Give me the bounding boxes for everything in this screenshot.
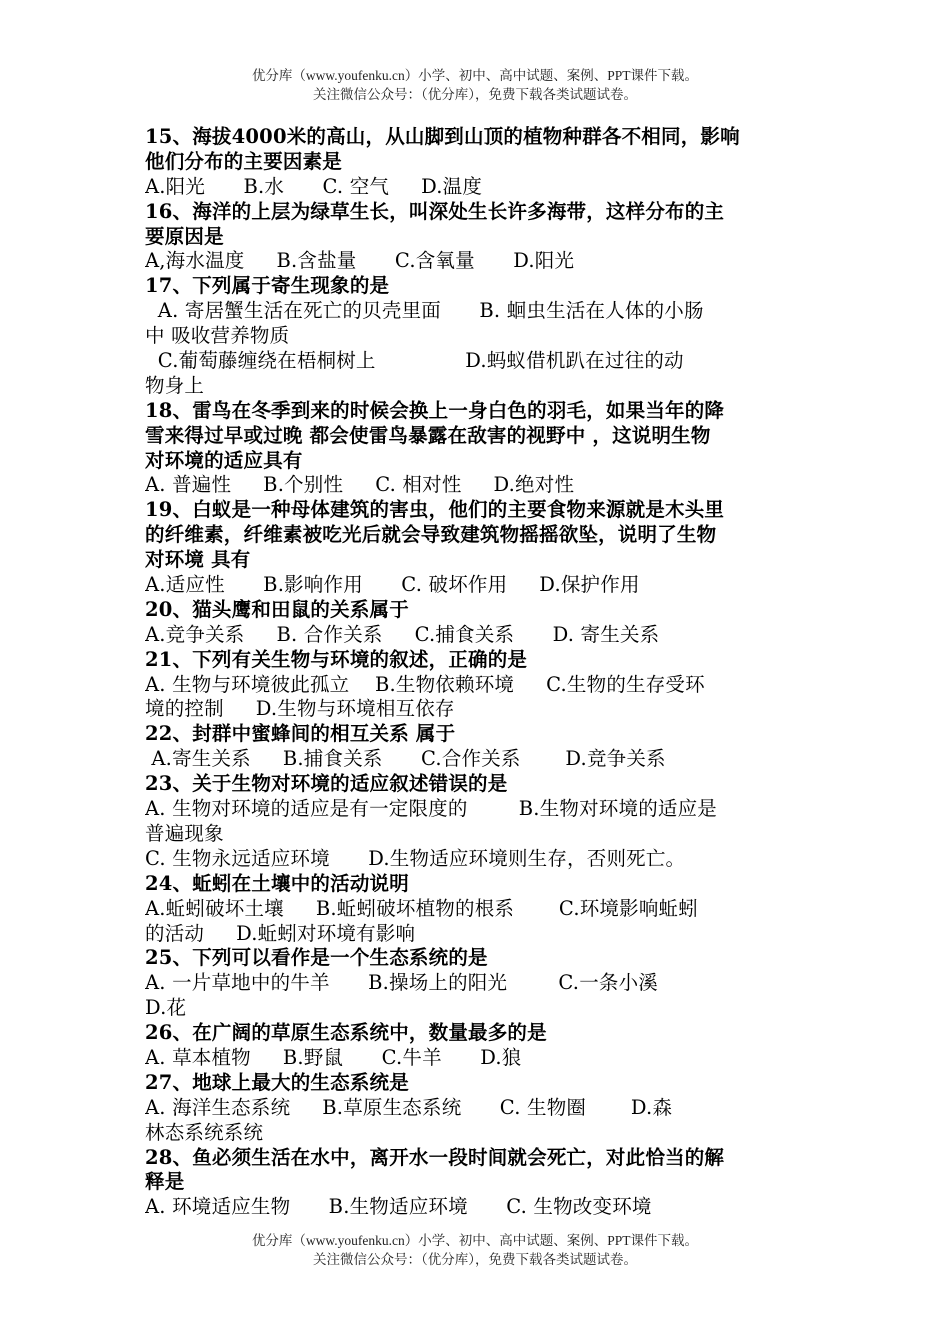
question-line: 21、下列有关生物与环境的叙述，正确的是	[145, 647, 528, 671]
footer-line-1: 优分库（www.youfenku.cn）小学、初中、高中试题、案例、PPT课件下载。	[251, 1233, 699, 1248]
option-line: A. 寄居蟹生活在死亡的贝壳里面 B. 蛔虫生活在人体的小肠	[145, 299, 704, 323]
footer-line-2: 关注微信公众号：（优分库），免费下载各类试题试卷。	[313, 1252, 637, 1267]
question-line: 28、鱼必须生活在水中，离开水一段时间就会死亡，对此恰当的解	[145, 1145, 725, 1169]
option-line: A. 生物对环境的适应是有一定限度的 B.生物对环境的适应是	[145, 797, 717, 821]
option-line: A.竞争关系 B. 合作关系 C.捕食关系 D. 寄生关系	[145, 622, 660, 646]
option-line: A. 生物与环境彼此孤立 B.生物依赖环境 C.生物的生存受环	[145, 672, 705, 696]
header-line-1: 优分库（www.youfenku.cn）小学、初中、高中试题、案例、PPT课件下载。	[251, 68, 699, 83]
option-line: C. 生物永远适应环境 D.生物适应环境则生存，否则死亡。	[145, 846, 686, 870]
question-line: 19、白蚁是一种母体建筑的害虫，他们的主要食物来源就是木头里	[145, 498, 725, 522]
option-line: C.葡萄藤缠绕在梧桐树上 D.蚂蚁借机趴在过往的动	[145, 349, 684, 373]
option-line: A. 海洋生态系统 B.草原生态系统 C. 生物圈 D.森	[145, 1095, 673, 1119]
question-line: 16、海洋的上层为绿草生长，叫深处生长许多海带，这样分布的主	[145, 199, 725, 223]
page-header	[0, 66, 950, 104]
question-line: 22、封群中蜜蜂间的相互关系 属于	[145, 722, 456, 746]
question-line: 26、在广阔的草原生态系统中，数量最多的是	[145, 1021, 547, 1045]
option-line: 的活动 D.蚯蚓对环境有影响	[145, 921, 416, 945]
question-line: 的纤维素，纤维素被吃光后就会导致建筑物摇摇欲坠，说明了生物	[145, 523, 717, 547]
question-line: 15、海拔4000米的高山，从山脚到山顶的植物种群各不相同，影响	[145, 125, 740, 148]
option-line: 中 吸收营养物质	[145, 324, 290, 348]
question-body	[145, 125, 810, 1220]
option-line: D.花	[145, 996, 187, 1020]
option-line: A.阳光 B.水 C. 空气 D.温度	[145, 174, 483, 198]
option-line: A.寄生关系 B.捕食关系 C.合作关系 D.竞争关系	[145, 747, 666, 771]
option-line: A,海水温度 B.含盐量 C.含氧量 D.阳光	[145, 249, 575, 273]
question-line: 27、地球上最大的生态系统是	[145, 1070, 409, 1094]
question-line: 雪来得过早或过晚 都会使雷鸟暴露在敌害的视野中 ，这说明生物	[145, 423, 711, 447]
option-line: 境的控制 D.生物与环境相互依存	[145, 697, 455, 721]
question-line: 对环境的适应具有	[145, 448, 303, 472]
question-line: 释是	[145, 1170, 185, 1194]
option-line: A. 一片草地中的牛羊 B.操场上的阳光 C.一条小溪	[145, 971, 659, 995]
option-line: A.适应性 B.影响作用 C. 破坏作用 D.保护作用	[145, 573, 640, 597]
question-line: 要原因是	[145, 224, 224, 248]
page-footer	[0, 1231, 950, 1269]
question-line: 18、雷鸟在冬季到来的时候会换上一身白色的羽毛，如果当年的降	[145, 398, 725, 422]
option-line: 普遍现象	[145, 821, 224, 845]
option-line: A. 环境适应生物 B.生物适应环境 C. 生物改变环境	[145, 1195, 652, 1219]
header-line-2: 关注微信公众号：（优分库），免费下载各类试题试卷。	[313, 87, 637, 102]
option-line: 林态系统系统	[145, 1120, 264, 1144]
option-line: A. 草本植物 B.野鼠 C.牛羊 D.狼	[145, 1045, 522, 1069]
question-line: 对环境 具有	[145, 548, 251, 572]
option-line: 物身上	[145, 373, 205, 397]
question-line: 20、猫头鹰和田鼠的关系属于	[145, 597, 409, 621]
question-line: 24、蚯蚓在土壤中的活动说明	[145, 871, 409, 895]
question-line: 他们分布的主要因素是	[145, 149, 343, 173]
question-line: 17、下列属于寄生现象的是	[145, 274, 390, 298]
option-line: A.蚯蚓破坏土壤 B.蚯蚓破坏植物的根系 C.环境影响蚯蚓	[145, 896, 698, 920]
question-line: 23、关于生物对环境的适应叙述错误的是	[145, 772, 508, 796]
option-line: A. 普遍性 B.个别性 C. 相对性 D.绝对性	[145, 473, 575, 497]
question-line: 25、下列可以看作是一个生态系统的是	[145, 946, 488, 970]
